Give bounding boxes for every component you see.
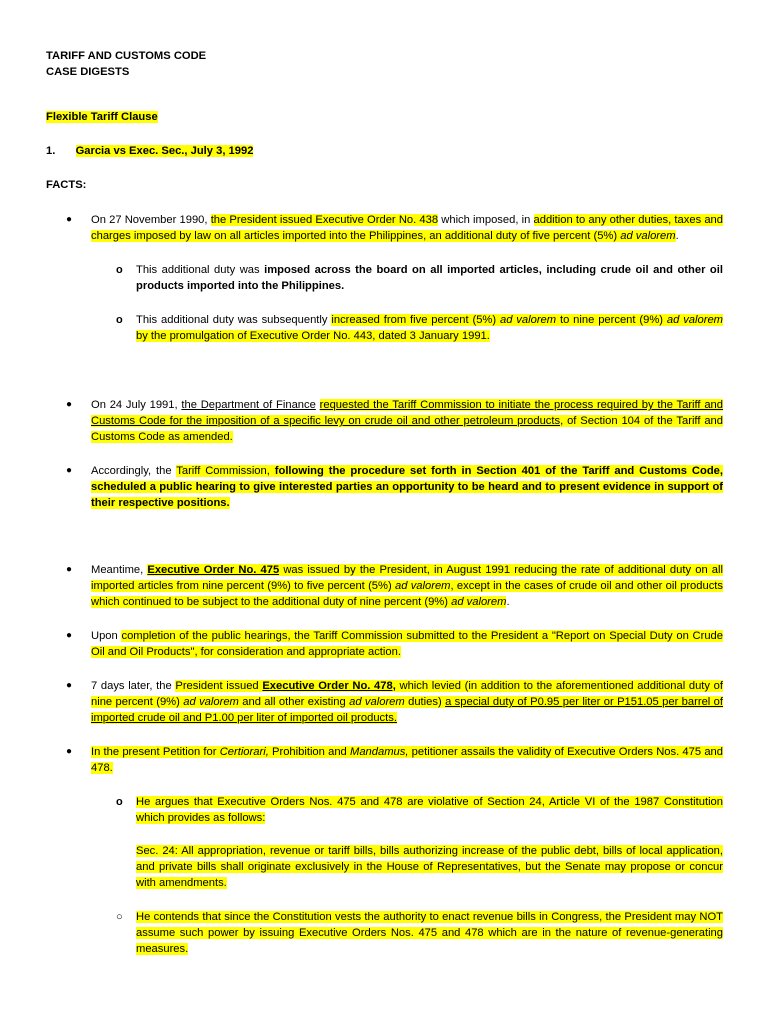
document-subtitle: CASE DIGESTS [46,66,130,78]
fact-paragraph-7: In the present Petition for Certiorari, Prohibition and Mandamus, petitioner assails the validity of Executive Orders Nos. 475 and 478. [91,746,723,774]
bullet-icon: ● [66,746,73,757]
sub-bullet-icon: o [116,264,123,276]
bullet-icon: ● [66,214,73,225]
case-heading [46,143,253,159]
case-number: 1. [46,145,56,157]
bullet-icon: ● [66,680,73,691]
section-heading [46,109,158,125]
bullet-icon: ● [66,465,73,476]
fact-paragraph-2: On 24 July 1991, the Department of Finance requested the Tariff Commission to initiate the process required by the Tariff and Customs Code for the imposition of a specific levy on crude oil and other petroleum products, of Section 104 of the Tariff and Customs Code as amended. [91,399,723,443]
fact-paragraph-1: On 27 November 1990, the President issued Executive Order No. 438 which imposed, in addition to any other duties, taxes and charges imposed by law on all articles imported into the Philippines, an additional duty of five percent (5%) ad valorem. [91,214,724,242]
bullet-icon: ● [66,564,73,575]
document-title: TARIFF AND CUSTOMS CODE [46,50,207,62]
constitution-quote: Sec. 24: All appropriation, revenue or tariff bills, bills authorizing increase of the public debt, bills of local application, and private bills shall originate exclusively in the House of Representatives, but the Senate may propose or concur with amendments. [136,845,723,889]
document-header [46,48,206,80]
case-title: Garcia vs Exec. Sec., July 3, 1992 [75,145,254,157]
sub-bullet-icon: o [116,796,123,808]
open-bullet-icon: ○ [116,911,123,923]
fact-subparagraph-7a: He argues that Executive Orders Nos. 475 and 478 are violative of Section 24, Article VI of the 1987 Constitution which provides as follows: [136,796,723,824]
fact-paragraph-6: 7 days later, the President issued Executive Order No. 478, which levied (in addition to the aforementioned additional duty of nine percent (9%) ad valorem and all other existing ad valorem duties) a special duty of P0.95 per liter or P151.05 per barrel of imported crude oil and P1.00 per liter of imported oil products. [91,680,724,724]
bullet-icon: ● [66,399,73,410]
fact-subparagraph-1b: This additional duty was subsequently increased from five percent (5%) ad valorem to nine percent (9%) ad valorem by the promulgation of Executive Order No. 443, dated 3 January 1991. [136,314,723,342]
fact-paragraph-3: Accordingly, the Tariff Commission, following the procedure set forth in Section 401 of the Tariff and Customs Code, scheduled a public hearing to give interested parties an opportunity to be heard and to present evidence in support of their respective positions. [91,465,724,509]
section-title: Flexible Tariff Clause [46,111,158,123]
fact-paragraph-5: Upon completion of the public hearings, the Tariff Commission submitted to the President a "Report on Special Duty on Crude Oil and Oil Products", for consideration and appropriate action. [91,630,724,658]
sub-bullet-icon: o [116,314,123,326]
fact-subparagraph-1a: This additional duty was imposed across the board on all imported articles, including crude oil and other oil products imported into the Philippines. [136,264,723,292]
bullet-icon: ● [66,630,73,641]
fact-subparagraph-7c: He contends that since the Constitution vests the authority to enact revenue bills in Congress, the President may NOT assume such power by issuing Executive Orders Nos. 475 and 478 which are in the nature of revenue-generating measures. [136,911,723,955]
facts-label: FACTS: [46,179,87,191]
fact-paragraph-4: Meantime, Executive Order No. 475 was issued by the President, in August 1991 reducing the rate of additional duty on all imported articles from nine percent (9%) to five percent (5%) ad valorem, except in the cases of crude oil and other oil products which continued to be subject to the additional duty of nine percent (9%) ad valorem. [91,564,724,608]
